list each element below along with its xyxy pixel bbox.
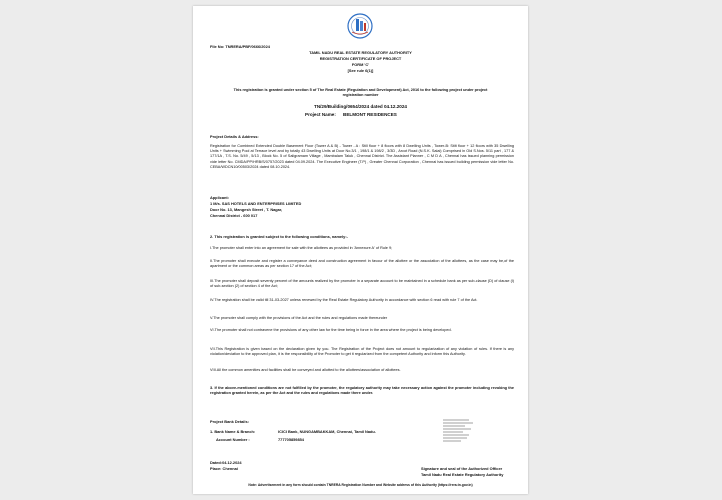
form-label: FORM 'C' (351, 62, 370, 67)
file-number: File No: TNRERA/PBF/0666/2024 (210, 44, 270, 49)
details-heading: Project Details & Address: (210, 134, 259, 139)
authority-name: TAMIL NADU REAL ESTATE REGULATORY AUTHORITY (309, 50, 412, 55)
conditions-heading: 2. This registration is granted subject to the following conditions, namely:- (210, 234, 348, 239)
condition-item: II.The promoter shall execute and register a conveyance deed and construction agreement in favour of the allottee or the association of the allottees, as the case may be,of the apartment or the common areas as per section 17 of the Act; (210, 259, 514, 269)
account-number-label: Account Number : (216, 437, 250, 442)
registration-number: TN/29/Building/0654/2024 dated 04.12.2024 (314, 104, 407, 109)
applicant-heading: Applicant: (210, 195, 230, 200)
condition-item: VIII.All the common amenities and facilities shall be conveyed and allotted to the allottees/association of allottees. (210, 368, 401, 372)
bank-name-label: 1. Bank Name & Branch: (210, 429, 256, 434)
bank-heading: Project Bank Details: (210, 419, 249, 424)
applicant-line: Chennai District - 600 017 (210, 213, 258, 218)
bank-name-value: ICICI Bank, NUNGAMBAKKAM, Chennai, Tamil Nadu. (278, 429, 376, 434)
condition-item: IV.The registration shall be valid till 31-03-2027 unless renewed by the Real Estate Regulatory Authority in accordance with section 6 read with rule 7 of the Act. (210, 298, 478, 302)
condition-item: VII.This Registration is given based on the declaration given by you. The Registration of the Project does not amount to regularization of any violation of rules. If there is any violation/deviation to the approved plan, it is the responsibility of the Promoter to get it regularized from the competent Authority and inform this Authority. (210, 347, 514, 357)
intro-text: This registration is granted under section 5 of The Real Estate (Regulation and Development) Act, 2016 to the following project under project registration number (233, 88, 488, 98)
applicant-line: 1 M/s. SAS HOTELS AND ENTERPRISES LIMITED (210, 201, 302, 206)
project-name-label: Project Name: (305, 112, 336, 117)
authority-caption: Tamil Nadu Real Estate Regulatory Authority (421, 472, 504, 477)
condition-item: V.The promoter shall comply with the provisions of the Act and the rules and regulations made thereunder (210, 316, 388, 320)
clause-three: 3. If the above-mentioned conditions are not fulfilled by the promoter, the regulatory authority may take necessary action against the promoter including revoking the registration granted herein, as per the Act and the rules and regulations made there under. (210, 386, 514, 396)
applicant-line: Door No. 13, Mangesh Street , T. Nagar, (210, 207, 283, 212)
certificate-title: REGISTRATION CERTIFICATE OF PROJECT (319, 56, 402, 61)
footer-note: Note: Advertisement in any form should contain TNRERA Registration Number and Website address of this Authority (https://rera.tn.gov.in) (248, 483, 473, 487)
signature-caption: Signature and seal of the Authorized Officer (421, 466, 503, 471)
dated-text: Dated:04.12.2024 (210, 460, 242, 465)
condition-item: III.The promoter shall deposit seventy percent of the amounts realized by the promoter in a separate account to be maintained in a schedule bank as per sub-clause (D) of clause (l) of sub-section (2) of section 4 of the Act; (210, 279, 514, 289)
rera-emblem-logo (338, 12, 382, 40)
certificate-page (193, 6, 528, 494)
account-number-value: 777705859854 (278, 437, 304, 442)
rule-reference: [See rule 6(1)] (347, 68, 374, 73)
project-name: BELMONT RESIDENCES (343, 112, 397, 117)
condition-item: VI.The promoter shall not contravene the provisions of any other law for the time being in force in the area where the project is being developed. (210, 328, 452, 332)
place-text: Place: Chennai (210, 466, 238, 471)
digital-signature-stamp (443, 416, 483, 446)
details-text: Registration for Combined Extended Double Basement Floor (Tower A & B) - Tower - A : Still floor + 8 floors with 8 Dwelling Units , Tower-B: Stilt floor + 12 floors with 35 Dwelling Units + Swimming Pool at Terrace level and by totally 43 Dwelling Units at Door No.3/1 , 198/1 & 198/2 , 3/3D , Arcot Road (N.S.K. Salai) Comprised in Old S.Nos. 5/11 part , 177 & 177/1A , T.S. No. 5/49 , 5/13 , Block No. 5 of Saligramam Village , Mambalam Taluk , Chennai District. The Assistant Planner , C M D A , Chennai has issued planning permission vide letter No. CMDA/PP/HRB/S/0757/2023 dated 04.09.2024. The Executive Engineer (T.P) , Greater Chennai Corporation , Chennai has issued building permission vide letter No. CEBA/WDCN10/00503/2024 dated 08.10.2024. (210, 144, 514, 169)
condition-item: I.The promoter shall enter into an agreement for sale with the allottees as provided in 'Annexure A' of Rule 9; (210, 246, 393, 250)
